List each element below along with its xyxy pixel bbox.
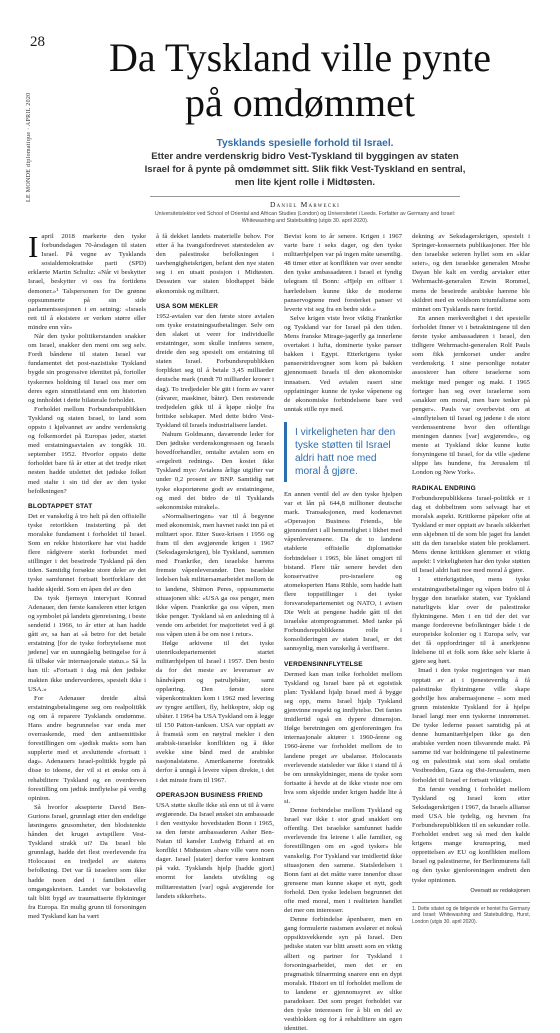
page-number: 28 — [30, 34, 45, 50]
paragraph: Da tysk fjernsyn intervjuet Konrad Adenauer, den første kansleren etter krigen og symbolet på landets gjenreisning, i beste sendetid i 1966, to år etter at han hadde gått av, sa han at «å betro for det betale erstatning [for de tyske forbrytelsene mot jødene] var en uunngåelig betingelse for å få tilbake vår internasjonale status.» Så la han til: «Fortsatt i dag må den jødiske makten ikke undervurderes, spesielt ikke i USA.» — [28, 594, 146, 693]
paragraph: Denne forbindelse mellom Tyskland og Israel var ikke i stor grad snakket om offentlig. Det israelske samfunnet hadde overlevende fra leirene i alle familier, og forestillingen om en «god tysker» ble vanskelig. For Tyskland var imidlertid ikke situasjonen den samme. Statsledelsen i Bonn fant at det måtte være innenfor disse grensene man kunne skape et nytt, godt forhold. Den tyske ledelsen begrunnet det ofte med moral, men i realiteten handlet det mer om interesser. — [284, 807, 402, 915]
section-heading: OPERASJON BUSINESS FRIEND — [156, 791, 263, 799]
paragraph: Det er vanskelig å tro helt på den offisielle tyske retorikken insisterting på det moralske fundament i forholdet til Israel. Som en rekke historikere har vist hadde flere rådgivere sterkt forbundet med stillinger i det beseirede Tyskland på den tiden. Samtidig forsøkte store deler av det tyske samfunnet fortsatt bortforklare det hadde skjedd. Som en åpen del av den — [28, 512, 146, 593]
pull-quote: I virkeligheten har den tyske støtten til Israel aldri hatt noe med moral å gjøre. — [284, 422, 402, 482]
paragraph: Når den tyske politikerstanden snakker om Israel, snakker den ment om seg selv. Fordi båndene til staten Israel var fundamentet det post-nazistiske Tyskland bygde sin progressive identitet på, fortoller tyskernes holdning til Israel oss mer om deres egen sinnstilstand enn om historien og innholdet i dette bilaterale forholdet. — [28, 333, 146, 404]
drop-cap: I — [28, 229, 39, 264]
paragraph: USA støtte skulle ikke stå enn ut til å være avgjørende. Da Israel ønsket sin ambassade i den vesttyske hovedstaden Bonn i 1965, sa den første ambassadøren Asher Ben-Natan til kansler Ludwig Erhard at en konflikt i Midtøsten «bare ville være noen dager. Israel [stater] derfor være kontrant på vakt. Tysklands hjelp [hadde gjort] enormt for landets utvikling og militærestatten [var] også avgjørende for landets sikkerhet». — [156, 801, 274, 900]
paragraph: En annen merkverdighet i det spesielle forholdet finner vi i betraktningene til den første tyske ambassadøren i Israel, den tidligere Wehrmacht-generalen Rolf Pauls som fikk jernkorset under andre verdenskrig. I sine personlige notater assosierer han oftere israelerne som mektige med penger og makt. I 1965 forteger han seg over israelerne som «snakker om moral, men bare tenker på penger». Pauls var overbevist om at «innflytelsen til Israel og jødene i de store verdenssentrene hvor den offentlige meningen dannes [var] avgjørende», og mente at Tyskland ikke kunne kutte forsyningene til Israel, for da ville «jødene slippe løs hundene, fra Jerusalem til London og New York». — [412, 314, 530, 477]
paragraph: Iapril 2018 markerte den tyske forbundsdagen 70-årsdagen til staten Israel. På vegne av Tysklands sosialdemokratiske parti (SPD) erklærte Martin Schultz: «Når vi beskytter Israel, beskytter vi oss fra fortidens demoner.»¹ Talspersonen for De grønne oppsummerte på sin side parlamentssesjonen i en setning: «Israels rett til å eksistere er verken større eller mindre enn vår» — [28, 229, 146, 331]
author-byline: Daniel Marwecki — [269, 200, 340, 209]
paragraph: «Normaliseringen» var til å begynne med økonomisk, men havnet raskt inn på et militært spor. Etter Suez-krisen i 1956 og fram til den avgjørende krigen i 1967 (Seksdagerskrigen), ble Tyskland, sammen med Frankrike, den israelske hærens fremste våpenleverandør. Den israelske ledelsen bak militærsamarbeidet mellom de to landene, Shimon Peres, oppsummerte situasjonen slik: «USA ga oss penger, men ikke våpen. Frankrike ga oss våpen, men ikke penger. Tyskland så en anledning til å vende om arbeidet for majoritetet ved å gi oss våpen uten å be om noe i retur». — [156, 512, 274, 639]
paragraph: I etterkrigstiden, mens tyske erstatningsutbetalinger og våpen bidro til å bygge den israelske staten, var Tyskland naturligvis klar over de palestinske flyktningene. Men i en tid der det var mange forderevne befolkninger både i de europeiske kolonier og i Europa selv, var det få oppfordringer til å anerkjenne lidelsene til et folk som ikke selv klarte å gjøre seg hørt. — [412, 576, 530, 666]
paragraph: 1952-avtalen var den første store avtalen om tyske erstatningsutbetalinger. Selv om den slaket ut verer for individuelle erstatninger, som skulle innføres senere, dreide den seg spesielt om erstatning til staten Israel. Forbundsrepublikken forpliktet seg til å betale 3,45 milliarder deutsche mark (rundt 70 milliarder kroner i dag). To tredjedeler ble gitt i form av varer (råvarer, maskiner, båter). Den resterende tredjedelen gikk til å kjøpe råolje fra britiske selskaper. Med dette bidro Vest-Tyskland til Israels industrialisere landet. — [156, 312, 274, 429]
paragraph: Selve krigen viste hvor viktig Frankrike og Tyskland var for Israel på den tiden. Mens franske Mirage-jagerfly ga innerlene overtaket i lufta, dominerte tyske panser bakken i Egypt. Etterkrigens tyske panserstridsvogner som kom på bakken gjennomsett Israels til den økonomiske innsatsen. Ved avtalen rasert sine oppfatninger kunne de tyske våpenene og de økonomiske forbindelsene bare ved unntak stille nye med. — [284, 314, 402, 413]
paragraph: Nahum Goldmann, daværende leder for Den jødiske verdenskongressen og Israels hovedforhandler, omtalte avtalen som en «regelrett redning». Den kostet ikke Tyskland mye: Avtalens årlige utgifter var under 0,2 prosent av BNP. Samtidig nøt tyske eksportørene godt av erstatningene, og med det bidro de til Tysklands «økonomiske mirakel». — [156, 430, 274, 511]
section-heading: RADIKAL ENDRING — [412, 484, 476, 492]
footnote: 1. Dette sitatet og de følgende er hentet fra Germany and Israel: Whitewashing and Statebuilding, Hurst, London (utgis 30. april 2020). — [412, 902, 530, 926]
article-kicker: Tysklands spesielle forhold til Israel. — [216, 138, 394, 149]
paragraph: Forbundsrepublikkens Israel-politikk er i dag et dobbeltrøm som selvsagt har et moralsk aspekt. Kritikerne påpeker ofte at Tyskland er mer opptatt av Israels sikkerhet enn skjebnen til de som ble jaget fra landet sitt da den israelske staten ble proklamert. Mens denne kritikken glemmer et viktig aspekt: I virkeligheten har den tyske støtten til Israel aldri hatt noe med moral å gjøre. — [412, 494, 530, 575]
article-column-3 — [284, 232, 402, 1033]
paragraph: å få dekket landets materielle behov. For etter å ha tvangsfordrevet størstedelen av den palestinske befolkningen i uavhengighetskrigen, befant den nye staten seg i en utsatt posisjon i Midtøsten. Dessuten var staten blodtappet både økonomisk og militært. — [156, 233, 274, 295]
translation-note: Oversatt av redaksjonen — [470, 887, 530, 894]
publication-side-label: LE MONDE diplomatique · APRIL 2020 — [26, 92, 32, 202]
lead-text: Etter andre verdenskrig bidro Vest-Tyskland til byggingen av staten Israel for å pynte på omdømmet sitt. Slik fikk Vest-Tyskland en sentral, men lite kjent rolle i Midtøsten. — [144, 151, 466, 188]
article-column-4 — [412, 232, 530, 925]
section-heading: USA SOM MEKLER — [156, 302, 219, 310]
paragraph: En første vending i forholdet mellom Tyskland og Israel kom etter Seksdagerskrigen i 1967, da Israels allianse med USA ble tydelig, og hevnen fra Forbundsrepublikken til en sekundær rolle. Forholdet endret seg så med den kalde krigens mange krumspring, med opprettelsen av EU og konflikten mellom Israel og palestinerne, fer Berlinmurens fall og den tyske gjenforeningen endrett den tyske opinionen. — [412, 785, 530, 884]
article-column-2 — [156, 232, 274, 900]
byline-divider — [150, 196, 460, 197]
paragraph: For Adenauer dreide altså erstatningsbetalingene seg om realpolitikk og om å reparere Tysklands omdømme. Hans andre begrunnelse var enda mer overraskende, med den antisemittiske forestillingen om «jødisk makt» som han supplerte med et avsluttende «fortsatt i dag». Adenauers Israel-politikk bygde på disse to ideene, der vil si et ønske om å rehabilitere Tyskland og en overdreven forestilling om jødisk innflytelse på verdig opinion. — [28, 694, 146, 802]
paragraph: Forholdet mellom Forbundsrepublikken Tyskland og staten Israel, to land som oppsto i kjølvannet av andre verdenskrig og folkemordet på Europas jøder, startet med erstatningsavtalen av tongikk 10. september 1952. Hvorfor oppsto dette forholdet bare få år etter at det tredje riket nesten hadde utslettet det jødiske folket med stalte i sin tid der av den tyske befolkningen? — [28, 405, 146, 495]
article-title: Da Tyskland ville pynte på omdømmet — [109, 35, 491, 125]
paragraph: Ifølge arkivene til det tyske utenriksdepartementet startet militærhjelpen til Israel i 1957. Den besto da for det meste av leveranser av håndvåpen og patruljebåter, samt opplæring. Den første store våpenkontrakten kom i 1962 med levering av tyngre artilleri, fly, helikoptre, skip og ubåter. I 1964 ba USA Tyskland om å legge til 150 Patton-tanksen. USA var opptatt av å framstå som en nøytral mekler i den arabisk-israelske konflikten og å ikke svekke sine bånd med de arabiske nasjonalstatene. Amerikanerne foretrakk derfor å unngå å levere våpen direkte, i det i det minste fram til 1967. — [156, 640, 274, 784]
paragraph: Dermed kan man tolke forholdet mellom Tyskland og Israel bare på et egoistisk plan: Tyskland hjalp Israel med å bygge seg opp, mens Israel hjalp Tyskland gjenvinne respekt og innflytelse. Det fantes imidlertid også en dypere dimensjon. Ifølge beretningen om gjenforeningen fra internasjonale aktører i 1960-årene og 1960-årene var forholdet mellom de to landene preget av ubalanse. Holocausts overlevende statsleder var ikke i stand til å be om unnskyldninger, mens de tyske som fortsatte å hevde at de ikke visste noe om hva som skjedde under krigen hadde lite å si. — [284, 670, 402, 805]
paragraph: Denne forbindelse åpenbarer, men en gang formulerte rasismen avslører et nokså oppsiktsvekkende syn på Israel. Den jødiske staten var blitt ansett som en viktig alliert og partner for Tyskland i forsoningsarbeidet, men det er en pragmatisk tilnærming snarere enn en dypt moralsk. Histori en til forholdet mellom de to landene er gjennomsyret av slike paradokser. Det som preget forholdet var den tyske interessen for å bli en del av vestblokken og for å rehabilitere sin egen identitet. — [284, 916, 402, 1033]
article-column-1 — [28, 229, 146, 920]
author-affiliation: Universitetslektor ved School of Oriental and African Studies (London) og Universitetet i Leeds. Forfatter av Germany and Israel: Whitewashing and Statebuilding (utgis 30. april 2020). — [154, 211, 456, 224]
paragraph: Imad i den tyske regjeringen var man opptatt av at i tjenesteverdig å få palestinske flyktningene ville skape godvilje hos arabernasjonene – som med grunn mistenkte Tyskland for å hjelpe Israel langt mer enn tyskerne innrømmet. De tyske lederne passet samtidig på at denne humanitærhjelpen ikke ga den arabiske verden noen tilsvarende makt. På samme tid var holdningene til palestinerne og en palestinsk stat som skal omfatte Vestbredden, Gaza og Øst-Jerusalem, men forholdet til Israel er fortsatt viktigst. — [412, 667, 530, 784]
section-heading: VERDENSINNFLYTELSE — [284, 660, 363, 668]
paragraph: Så hvorfor aksepterte David Ben-Gurions Israel, grunnlagt etter den endelige løsningens grusomheter, den blodstenkte hånden det kruget avtspillere Vest-Tyskland strakk ut? Da Israel ble grunnlagt, hadde det flest overlevende fra Holocaust en tredjedel av statens befolkning. Det var få israelere som ikke hadde noen død i familien eller omgangskretsen. Landet var bokstavelig talt blitt bygd av traumatiserte flyktninger fra Europa. En mulig grunn til forsoningen med Tyskland kan ha vært — [28, 803, 146, 920]
paragraph: dekning av Seksdagerskrigen, spesielt i Springer-konsernets publikasjoner. Her ble den israelske seieren hyllet som en «klar seier», og den israelske generalen Moshe Dayan ble kalt en verdig arvtaker etter Wehrmacht-generalen Erwin Rommel, mens de beseirede arabiske hærene ble skildret med en voldsom triumfalisme som minnet om Tysklands nære fortid. — [412, 233, 530, 313]
paragraph: Bevist kom to år senere. Krigen i 1967 varte bare i seks dager, og den tyske militærhjelpen var på ingen måte uesentlig. 48 timer etter at konflikten var over sendte den tyske ambassadøren i Israel et fyndig telegram til Bonn: «Hjelp en offiser i hærledelsen kunne ikke de moderne panservognene med forsterket panser vi leverte vist seg fra en bedre side.» — [284, 233, 402, 313]
paragraph: En annen ventil del av den tyske hjelpen var et lån på 644,8 millioner deutsche mark. Transaksjonen, med kodenavnet «Operasjon Business Friend», ble gjennomført i all hemmelighet i likhet med våpenleveransene. Da de to landene etablerte offisielle diplomatiske forbindelser i 1965, ble lånet omgjort til bistand. Flere tiår senere hevdet den konservative pro-israelere og atomeksperten Hans Rühle, som hadde hatt flere toppstillinger i det tyske forsvarsdepartementet og NATO, i avisen Die Welt at pengene hadde gått til det israelske atomprogrammet. Med tanke på Forbundsrepublikkens rolle i konsolideringen av staten Israel, er det sannsynlig, men vanskelig å verifisere. — [284, 490, 402, 653]
article-lead — [140, 137, 470, 189]
section-heading: BLODTAPPET STAT — [28, 502, 93, 510]
